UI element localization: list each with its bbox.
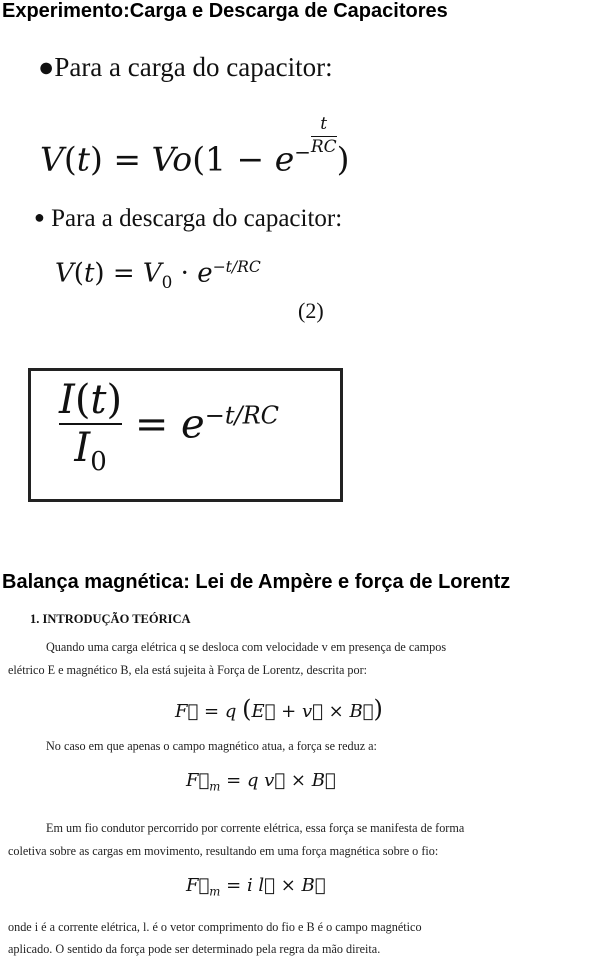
paragraph-line: onde i é a corrente elétrica, l. é o vetor comprimento do fio e B é o campo magnético: [8, 920, 422, 934]
charge-equation: $V(t) = Vo(1 - e^{- \frac{t}{RC}}$ ): [40, 114, 350, 179]
discharge-equation: $V(t) = V_0 \cdot e^{-t/RC}$: [55, 258, 261, 292]
paragraph-line: elétrico E e magnético B, ela está sujeita à Força de Lorentz, descrita por:: [8, 663, 368, 677]
paragraph-line: No caso em que apenas o campo magnético atua, a força se reduz a:: [46, 739, 377, 753]
lorentz-force-equation: F⃗ = q (E⃗ + v⃗ × B⃗): [175, 695, 383, 723]
paragraph-line: aplicado. O sentido da força pode ser determinado pela regra da mão direita.: [8, 942, 381, 956]
current-ratio-equation: $\frac{I(t)}{I_0}$ = $e^{-t/RC}$: [59, 377, 280, 477]
theory-subheading: 1. INTRODUÇÃO TEÓRICA: [30, 612, 191, 626]
bullet-icon: ●: [38, 52, 55, 82]
magnetic-force-equation: $F⃗_m = q$ v⃗ × B⃗: [186, 770, 336, 794]
paragraph-line: Em um fio condutor percorrido por corrente elétrica, essa força se manifesta de forma: [46, 821, 465, 835]
bullet-icon: ●: [34, 207, 45, 227]
discharge-heading: ● Para a descarga do capacitor:: [34, 205, 343, 232]
paragraph-line: Quando uma carga elétrica q se desloca com velocidade v em presença de campos: [46, 640, 447, 654]
equation-number: (2): [298, 298, 324, 323]
current-ratio-equation-box: [28, 368, 343, 502]
charge-heading: ●Para a carga do capacitor:: [38, 52, 333, 82]
section-title-magnetic-balance: Balança magnética: Lei de Ampère e força de Lorentz: [2, 571, 511, 593]
wire-force-equation: $F⃗_m = i$ l⃗ × B⃗: [186, 875, 326, 899]
section-title-capacitors: Experimento:Carga e Descarga de Capacitores: [2, 0, 448, 22]
paragraph-line: coletiva sobre as cargas em movimento, resultando em uma força magnética sobre o fio:: [8, 844, 439, 858]
